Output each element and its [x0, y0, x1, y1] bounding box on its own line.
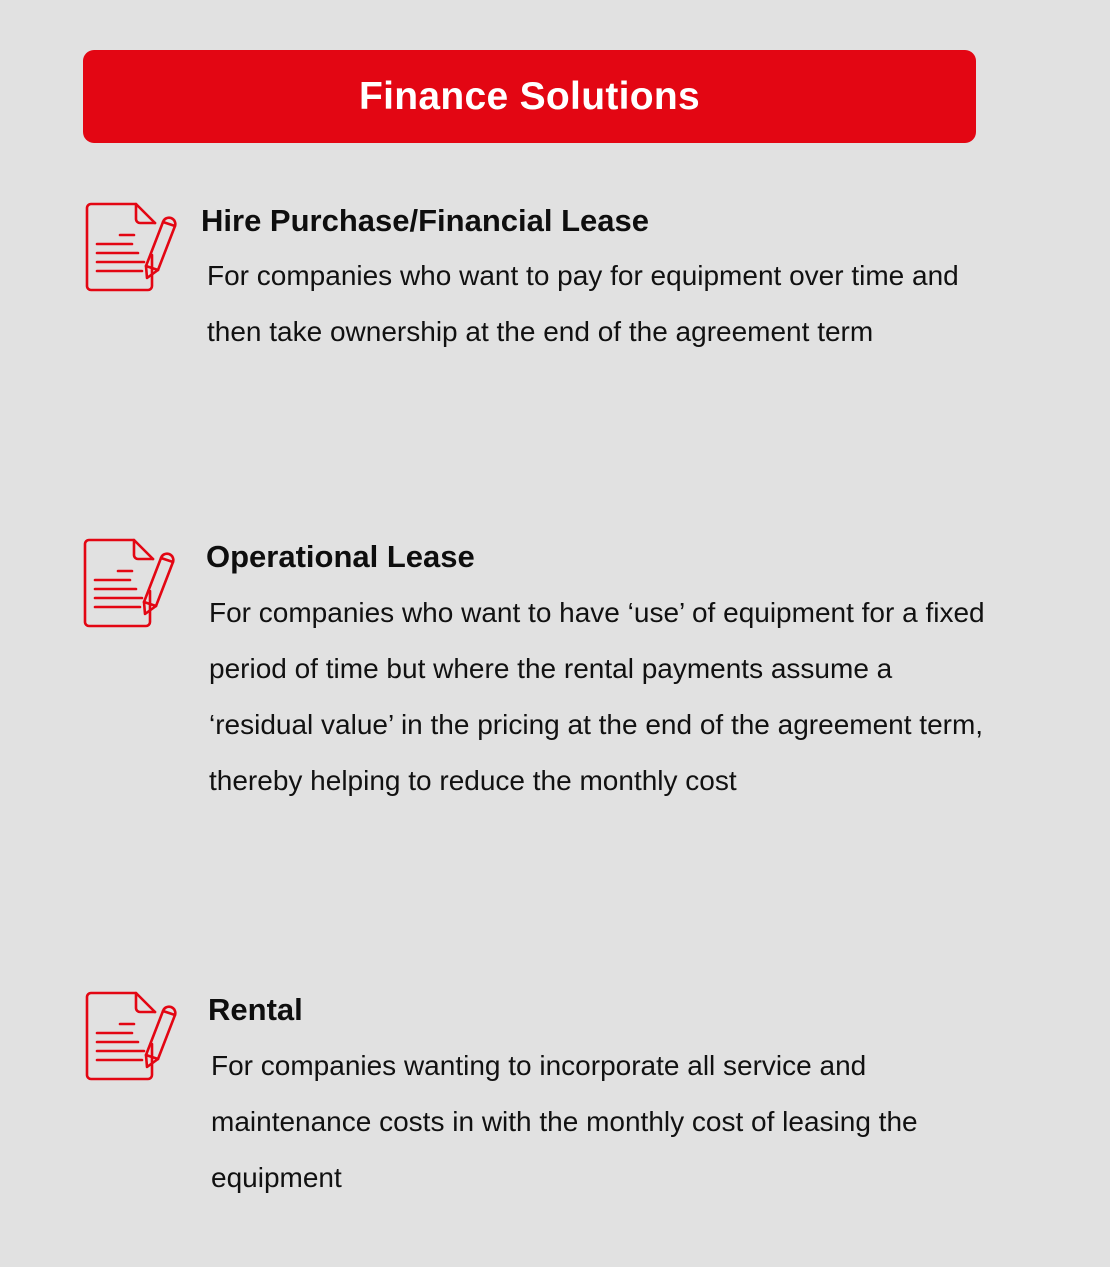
banner-title: Finance Solutions	[359, 74, 700, 118]
item-description: For companies wanting to incorporate all service and maintenance costs in with the monthly cost of leasing the equipment	[211, 1050, 918, 1193]
document-pen-icon	[82, 198, 178, 294]
item-description: For companies who want to have ‘use’ of equipment for a fixed period of time but where the rental payments assume a ‘residual value’ in the pricing at the end of the agreement term, thereby helping to reduce the monthly cost	[209, 597, 985, 796]
document-pen-icon	[80, 534, 176, 630]
document-pen-icon	[82, 987, 178, 1083]
finance-solutions-banner	[83, 50, 976, 143]
item-description: For companies who want to pay for equipment over time and then take ownership at the end of the agreement term	[207, 260, 959, 347]
item-title: Operational Lease	[206, 539, 475, 574]
item-title: Hire Purchase/Financial Lease	[201, 203, 649, 238]
item-title: Rental	[208, 992, 303, 1027]
